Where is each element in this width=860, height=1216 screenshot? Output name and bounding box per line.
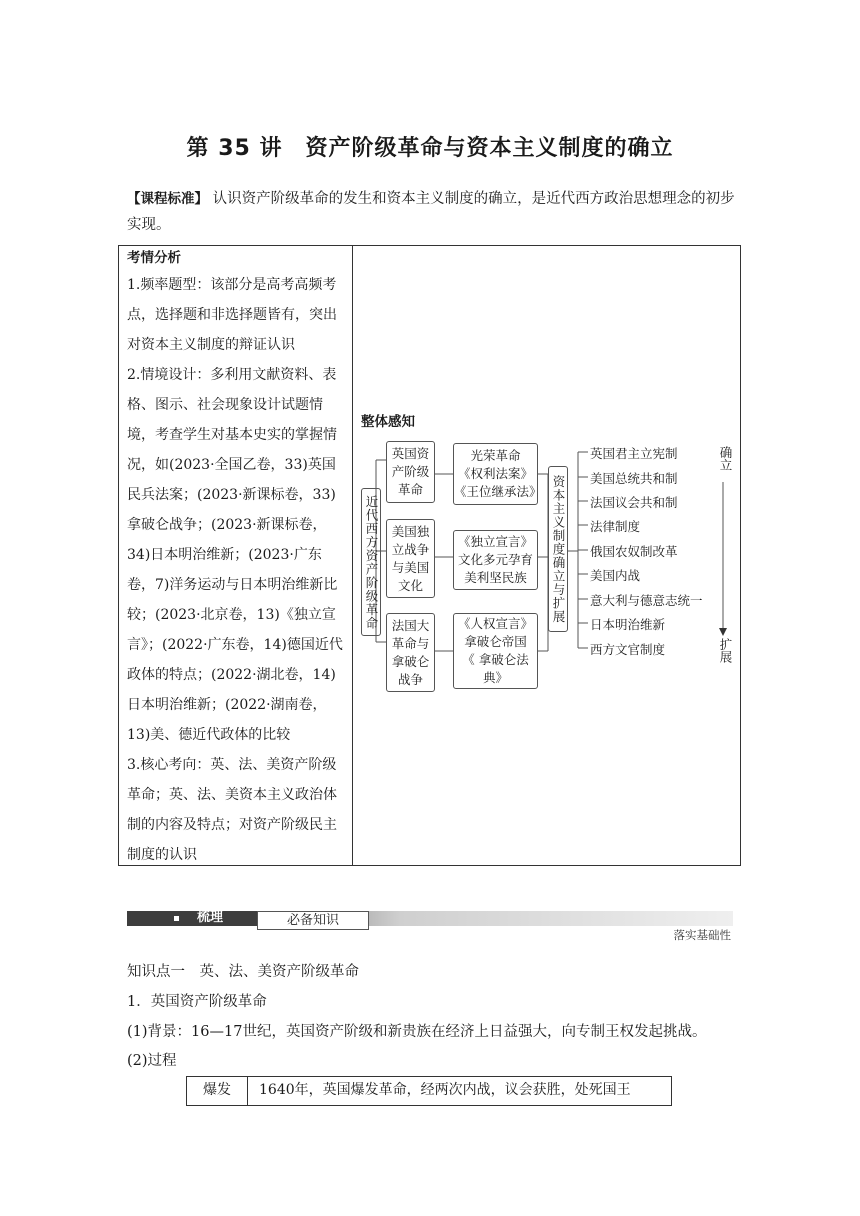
process-table-label: 爆发 [187, 1077, 248, 1105]
process-table-text: 1640年，英国爆发革命，经两次内战，议会获胜，处死国王 [259, 1082, 631, 1098]
banner-right-label: 落实基础性 [673, 928, 731, 942]
knowledge-subheading: 1．英国资产阶级革命 [127, 994, 267, 1010]
knowledge-point-heading: 知识点一 英、法、美资产阶级革命 [127, 964, 359, 980]
process-table [186, 1076, 672, 1106]
analysis-paragraph-3: 3.核心考向：英、法、美资产阶级革命；英、法、美资本主义政治体制的内容及特点；对资产阶级民主制度的认识 [127, 757, 337, 863]
diagram-item: 意大利与德意志统一 [590, 593, 703, 608]
course-standard-tag: 【课程标准】 [127, 191, 208, 207]
diagram-item: 美国总统共和制 [590, 471, 678, 486]
diagram-item: 法律制度 [590, 519, 641, 534]
diagram-item: 英国君主立宪制 [590, 446, 678, 461]
banner-tab-dark [127, 911, 257, 926]
diagram-root: 近代西方资产阶级革命 [361, 488, 381, 636]
knowledge-background: (1)背景：16—17世纪，英国资产阶级和新贵族在经济上日益强大，向专制王权发起挑战。 [127, 1024, 707, 1040]
table-divider [352, 246, 353, 865]
banner-middle-label: 必备知识 [257, 911, 369, 930]
knowledge-process-label: (2)过程 [127, 1053, 177, 1069]
page-title: 第 35 讲 资产阶级革命与资本主义制度的确立 [186, 136, 674, 161]
analysis-heading: 考情分析 [127, 250, 181, 266]
diagram-branch-france: 法国大革命与拿破仑战争 [386, 613, 435, 692]
diagram-branch-america: 美国独立战争与美国文化 [386, 519, 435, 598]
diagram-item: 西方文官制度 [590, 642, 666, 657]
diagram-item: 俄国农奴制改革 [590, 544, 678, 559]
analysis-paragraph-1: 1.频率题型：该部分是高考高频考点，选择题和非选择题皆有，突出对资本主义制度的辩证认识 [127, 277, 337, 353]
banner-left-label: 梳理 [197, 910, 224, 925]
arrow-label-bottom: 扩展 [718, 638, 733, 663]
overview-label: 整体感知 [361, 414, 415, 430]
diagram-center: 资本主义制度确立与扩展 [548, 466, 568, 632]
section-banner [127, 891, 733, 941]
arrow-label-top: 确立 [718, 446, 733, 471]
diagram-branch-england: 英国资产阶级革命 [386, 441, 435, 503]
diagram-detail-england: 光荣革命 《权利法案》 《王位继承法》 [453, 443, 538, 505]
course-standard-text: 认识资产阶级革命的发生和资本主义制度的确立，是近代西方政治思想理念的初步实现。 [127, 191, 735, 233]
analysis-column [127, 246, 349, 870]
square-icon [174, 916, 179, 921]
diagram-item: 美国内战 [590, 568, 641, 583]
diagram-item: 法国议会共和制 [590, 495, 678, 510]
diagram-detail-france: 《人权宣言》 拿破仑帝国 《 拿破仑法典》 [453, 613, 538, 689]
diagram-item: 日本明治维新 [590, 617, 666, 632]
analysis-paragraph-2: 2.情境设计：多利用文献资料、表格、图示、社会现象设计试题情境，考查学生对基本史实的掌握情况，如(2023·全国乙卷，33)英国民兵法案；(2023·新课标卷，33)拿破仑战争；(2023·新课标卷，34)日本明治维新；(2023·广东卷，7)洋务运动与日本明治维新比较；(2023·北京卷，13)《独立宣言》；(2022·广东卷，14)德国近代政体的特点；(2022·湖北卷，14)日本明治维新；(2022·湖南卷，13)美、德近代政体的比较 [127, 367, 343, 743]
course-standard [127, 186, 742, 238]
diagram-detail-america: 《独立宣言》 文化多元孕育 美利坚民族 [453, 530, 538, 590]
